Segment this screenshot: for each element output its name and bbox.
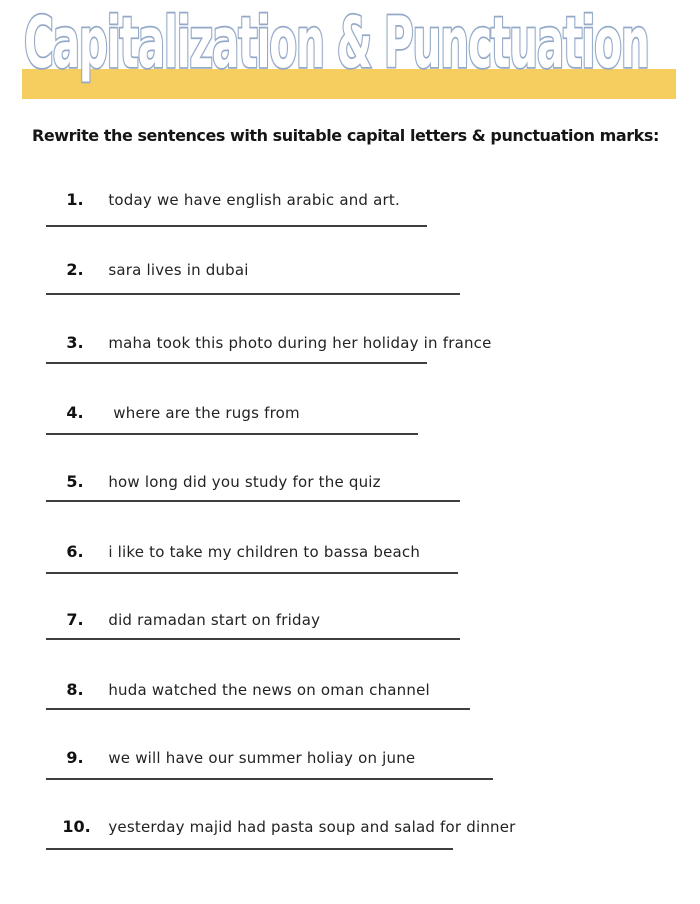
item-number: 6. [66,542,84,561]
item-sentence: sara lives in dubai [108,261,249,279]
worksheet-item [46,384,676,422]
item-sentence: yesterday majid had pasta soup and salad for dinner [108,818,516,836]
answer-blank-line[interactable] [46,362,427,364]
item-sentence: did ramadan start on friday [108,611,321,629]
worksheet-item [46,729,676,767]
worksheet-item [42,798,672,836]
worksheet-item [46,591,676,629]
item-sentence: i like to take my children to bassa beach [108,543,421,561]
answer-blank-line[interactable] [46,572,458,574]
answer-blank-line[interactable] [46,848,453,850]
answer-blank-line[interactable] [46,778,493,780]
item-number: 2. [66,260,84,279]
item-sentence: we will have our summer holiay on june [108,749,416,767]
item-number: 4. [66,403,84,422]
item-sentence: maha took this photo during her holiday in france [108,334,492,352]
worksheet-item [46,314,676,352]
item-number: 1. [66,190,84,209]
item-sentence: today we have english arabic and art. [108,191,400,209]
worksheet-item [46,453,676,491]
worksheet-title [24,2,700,98]
instruction-text: Rewrite the sentences with suitable capital letters & punctuation marks: [32,126,659,145]
item-sentence: where are the rugs from [108,404,300,422]
worksheet-item [46,523,676,561]
worksheet-item [46,661,676,699]
item-number: 7. [66,610,84,629]
item-number: 3. [66,333,84,352]
item-number: 10. [62,817,91,836]
item-number: 9. [66,748,84,767]
item-number: 8. [66,680,84,699]
answer-blank-line[interactable] [46,638,460,640]
item-sentence: huda watched the news on oman channel [108,681,430,699]
answer-blank-line[interactable] [46,708,470,710]
answer-blank-line[interactable] [46,433,418,435]
answer-blank-line[interactable] [46,293,460,295]
worksheet-item [46,241,676,279]
worksheet-title-text: Capitalization & Punctuation [24,2,649,84]
worksheet-item [46,171,676,209]
answer-blank-line[interactable] [46,225,427,227]
answer-blank-line[interactable] [46,500,460,502]
item-sentence: how long did you study for the quiz [108,473,381,491]
item-number: 5. [66,472,84,491]
